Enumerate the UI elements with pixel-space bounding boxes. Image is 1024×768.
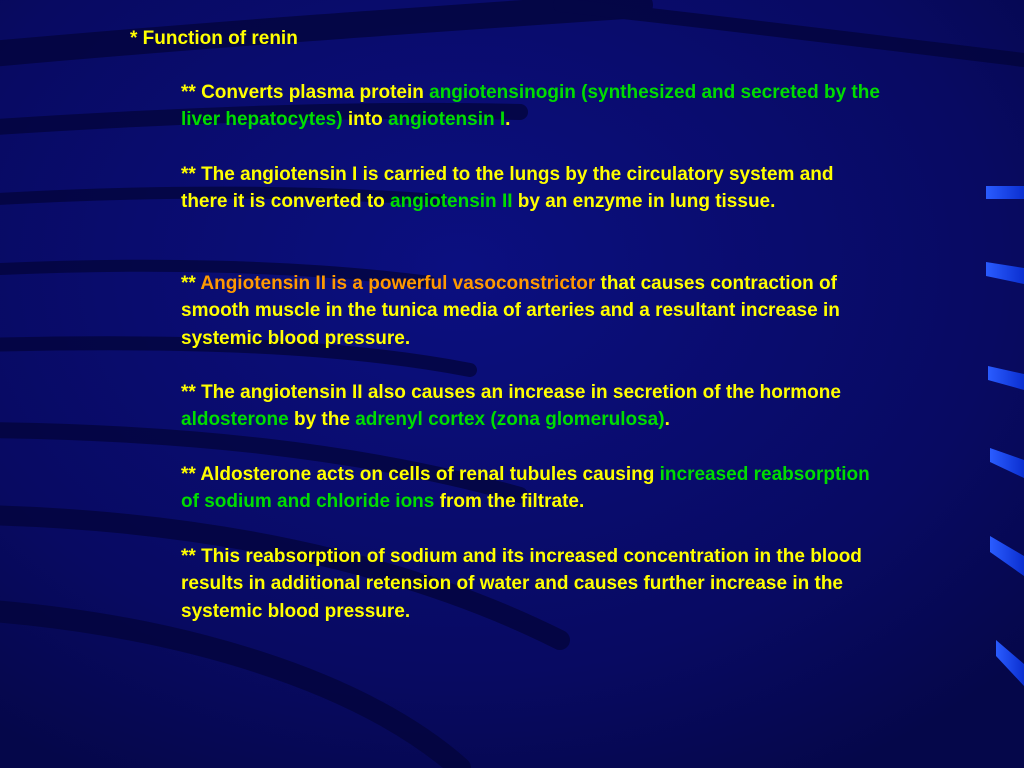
paragraph-4 <box>181 379 881 434</box>
text-segment: ** The angiotensin I is carried to the lungs by the circulatory system and there it is converted to <box>181 164 834 213</box>
paragraph-6 <box>181 543 881 625</box>
text-segment: by the <box>288 409 356 431</box>
highlight-term: aldosterone <box>181 409 289 431</box>
text-segment: into <box>342 109 388 131</box>
text-segment: by an enzyme in lung tissue. <box>512 191 776 213</box>
text-segment: from the filtrate. <box>434 491 585 513</box>
paragraph-2 <box>181 161 881 216</box>
text-segment: that causes contraction of smooth muscle in the tunica media of arteries and a resultant increase in systemic blood pressure. <box>181 273 840 349</box>
text-segment: . <box>505 109 511 131</box>
text-segment: ** Aldosterone acts on cells of renal tubules causing <box>181 464 660 485</box>
text-segment: . <box>664 409 670 431</box>
paragraph-1 <box>181 79 881 134</box>
highlight-term: angiotensinogin (synthesized and secreted by the liver hepatocytes) <box>181 82 880 131</box>
highlight-term-orange: Angiotensin II is a powerful vasoconstrictor <box>200 273 596 294</box>
highlight-term: increased reabsorption of sodium and chloride ions <box>181 464 870 513</box>
text-segment: ** The angiotensin II also causes an increase in secretion of the hormone <box>181 382 841 403</box>
text-segment: ** <box>181 273 201 294</box>
text-segment: ** This reabsorption of sodium and its increased concentration in the blood results in additional retension of water and causes further increase in the systemic blood pressure. <box>181 546 862 622</box>
highlight-term: angiotensin II <box>390 191 513 213</box>
text-segment: ** Converts plasma protein <box>181 82 430 103</box>
slide-heading: * Function of renin <box>130 28 298 49</box>
highlight-term: adrenyl cortex (zona glomerulosa) <box>355 409 665 431</box>
paragraph-3 <box>181 270 881 352</box>
highlight-term: angiotensin I <box>387 109 506 131</box>
paragraph-5 <box>181 461 881 516</box>
